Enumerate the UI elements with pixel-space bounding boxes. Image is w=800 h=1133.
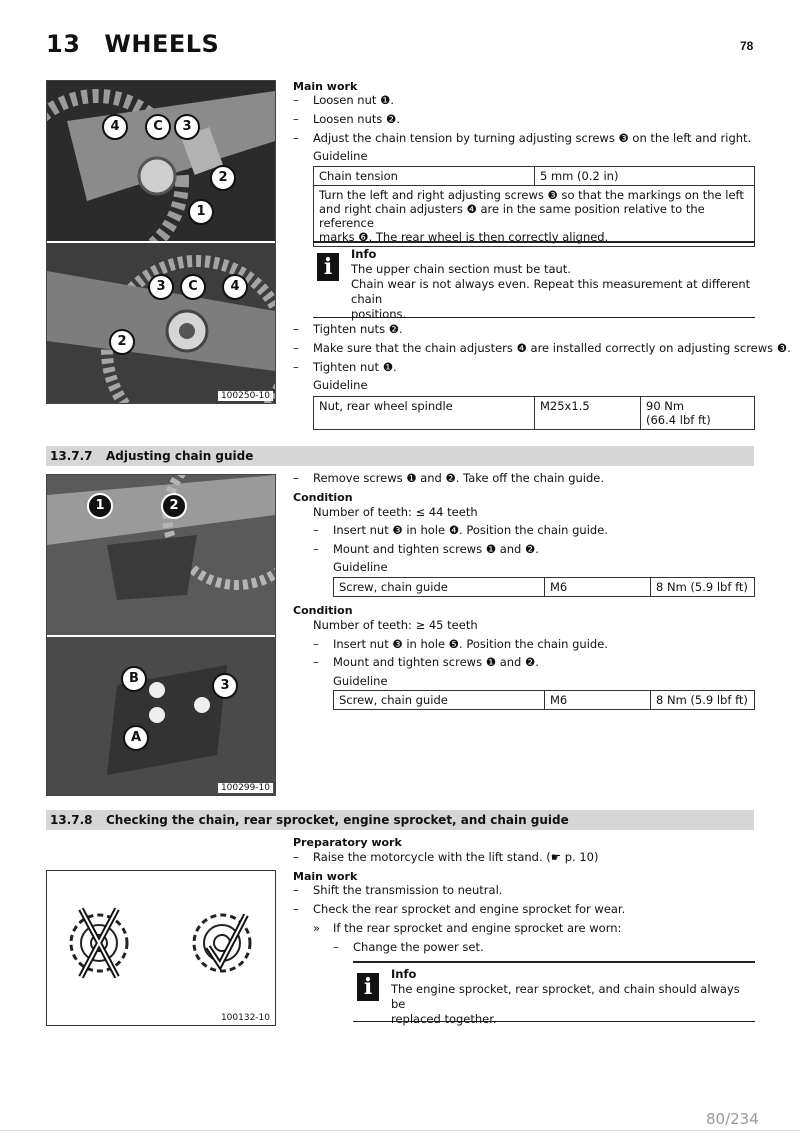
chain-guide-torque-table-2: Screw, chain guide M6 8 Nm (5.9 lbf ft)	[333, 690, 755, 710]
tension-label: Chain tension	[314, 167, 535, 186]
marker-3: 3	[174, 114, 200, 140]
step-tighten-nuts: Tighten nuts ❷.	[313, 322, 403, 336]
guideline-label-2: Guideline	[313, 378, 368, 392]
guideline-label: Guideline	[313, 149, 368, 163]
info-box-chain: i Info The upper chain section must be taut. Chain wear is not always even. Repeat this measurement at different chain positions.	[313, 241, 755, 318]
tension-note: Turn the left and right adjusting screws ❸ so that the markings on the left and right chain adjusters ❹ are in the same position relative to the reference marks ❻. The rear wheel is then correctly aligned.	[314, 186, 755, 247]
section-header-13-7-7: 13.7.7 Adjusting chain guide	[46, 446, 754, 466]
step-loosen-nut: Loosen nut ❶.	[313, 93, 394, 107]
info-icon: i	[317, 253, 339, 281]
step-check-adjusters: Make sure that the chain adjusters ❹ are installed correctly on adjusting screws ❸.	[313, 341, 791, 355]
page-number: 78	[740, 39, 754, 53]
marker-3b: 3	[148, 274, 174, 300]
chain-adjuster-photo	[46, 80, 276, 404]
main-work-label-2: Main work	[293, 870, 358, 883]
viewer-divider	[0, 1130, 800, 1131]
step-adjust-tension: Adjust the chain tension by turning adjusting screws ❸ on the left and right.	[313, 131, 752, 145]
info-icon: i	[357, 973, 379, 1001]
marker-2: 2	[161, 493, 187, 519]
good-sprocket-icon	[194, 915, 250, 971]
chain-guide-photo	[46, 474, 276, 796]
spindle-torque-table: Nut, rear wheel spindle M25x1.5 90 Nm (66.4 lbf ft)	[313, 396, 755, 430]
step-loosen-nuts: Loosen nuts ❷.	[313, 112, 400, 126]
main-work-label: Main work	[293, 80, 358, 93]
chain-guide-torque-table-1: Screw, chain guide M6 8 Nm (5.9 lbf ft)	[333, 577, 755, 597]
step-tighten-nut: Tighten nut ❶.	[313, 360, 397, 374]
chapter-heading	[46, 30, 219, 58]
chapter-number: 13	[46, 30, 81, 58]
marker-c: C	[145, 114, 171, 140]
marker-4: 4	[102, 114, 128, 140]
marker-1: 1	[87, 493, 113, 519]
page-indicator: 80/234	[706, 1110, 759, 1128]
condition-teeth-44: Number of teeth: ≤ 44 teeth	[313, 505, 478, 519]
marker-a: A	[123, 725, 149, 751]
step-remove-screws: Remove screws ❶ and ❷. Take off the chain guide.	[313, 471, 605, 485]
marker-3: 3	[212, 673, 238, 699]
chain-tension-table	[313, 166, 755, 247]
figure-caption: 100132-10	[218, 1013, 273, 1023]
sprocket-wear-figure	[46, 870, 276, 1026]
photo-caption: 100299-10	[218, 783, 273, 793]
marker-1: 1	[188, 199, 214, 225]
photo-caption: 100250-10	[218, 391, 273, 401]
condition-label-2: Condition	[293, 604, 353, 617]
condition-label: Condition	[293, 491, 353, 504]
marker-2b: 2	[109, 329, 135, 355]
chapter-title: WHEELS	[104, 30, 220, 58]
prep-work-label: Preparatory work	[293, 836, 402, 849]
info-title: Info	[351, 247, 377, 261]
condition-teeth-45: Number of teeth: ≥ 45 teeth	[313, 618, 478, 632]
worn-sprocket-icon	[71, 909, 127, 977]
step-raise-motorcycle: Raise the motorcycle with the lift stand. (☛ p. 10)	[313, 850, 599, 864]
marker-b: B	[121, 666, 147, 692]
tension-value: 5 mm (0.2 in)	[535, 167, 755, 186]
marker-4b: 4	[222, 274, 248, 300]
marker-2: 2	[210, 165, 236, 191]
section-header-13-7-8: 13.7.8 Checking the chain, rear sprocket, engine sprocket, and chain guide	[46, 810, 754, 830]
info-box-sprocket: i Info The engine sprocket, rear sprocket, and chain should always be replaced together.	[353, 961, 755, 1022]
marker-cb: C	[180, 274, 206, 300]
